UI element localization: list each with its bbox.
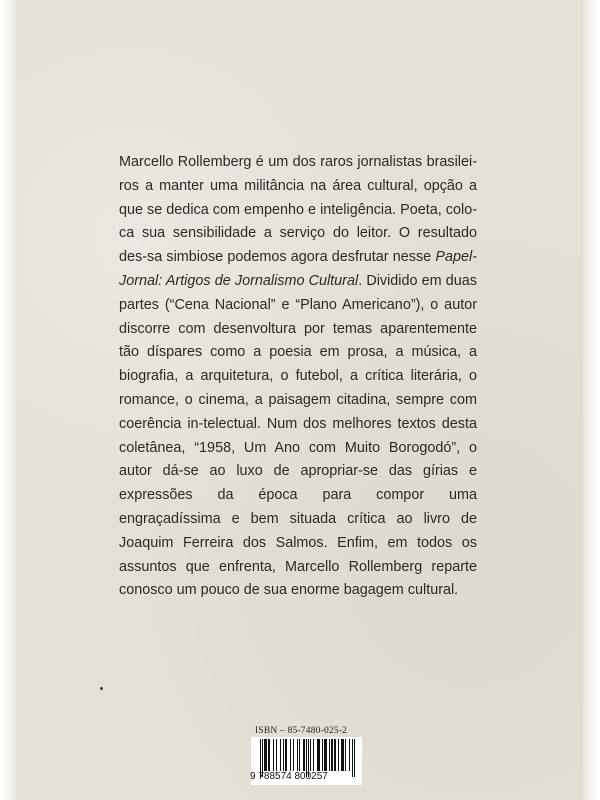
ink-speck (100, 687, 103, 690)
page-edge-left (0, 0, 18, 800)
barcode-bar (286, 739, 287, 771)
barcode-bar (273, 739, 274, 771)
barcode-digits: 9 788574 800257 (250, 771, 328, 782)
barcode-bar (342, 739, 343, 771)
barcode-bar (325, 739, 326, 771)
barcode-bar (329, 739, 330, 771)
barcode-bar (331, 739, 332, 771)
barcode-bar (345, 739, 346, 771)
barcode-bar (269, 739, 270, 771)
barcode-bar (285, 739, 286, 771)
barcode-bar (265, 739, 266, 771)
back-cover-blurb (119, 151, 477, 603)
barcode-bar (349, 739, 350, 771)
barcode-bar (317, 739, 318, 771)
page-edge-right (582, 0, 600, 800)
barcode-bar (335, 739, 336, 771)
barcode-bar (283, 739, 284, 771)
barcode-bar (303, 739, 304, 771)
barcode-bar (334, 739, 335, 771)
barcode-bar (264, 739, 265, 771)
barcode-bar (280, 739, 281, 771)
blurb-text-part1: Marcello Rollemberg é um dos raros jornalistas brasilei-ros a manter uma militância na área cultural, opção a que se dedica com empenho e inteligência. Poeta, colo-ca sua sensibilidade a serviço do leitor. O resultado des-sa simbiose podemos agora desfrutar nesse (119, 154, 477, 266)
barcode-bar (341, 739, 342, 771)
barcode-bar (299, 739, 300, 771)
isbn-label: ISBN – 85-7480-025-2 (255, 726, 348, 736)
blurb-text-part2: . Dividido em duas partes (“Cena Nacional” e “Plano Americano”), o autor discorre com desenvoltura por temas aparentemente tão díspares como a poesia em prosa, a música, a biografia, a arquitetura, o futebol, a crítica literária, o romance, o cinema, a paisagem citadina, sempre com coerência in-telectual. Num dos melhores textos desta coletânea, “1958, Um Ano com Muito Borogodó”, o autor dá-se ao luxo de apropriar-se das gírias e expressões da época para compor uma engraçadíssima e bem situada crítica ao livro de Joaquim Ferreira dos Salmos. Enfim, em todos os assuntos que enfrenta, Marcello Rollemberg reparte conosco um pouco de sua enorme bagagem cultural. (119, 272, 477, 599)
barcode-bar (322, 739, 323, 771)
barcode-bar (319, 739, 320, 771)
book-title: Papel-Jornal: Artigos de Jornalismo Cultural (119, 249, 477, 289)
barcode-bar (293, 739, 294, 771)
barcode-bar (326, 739, 327, 771)
barcode-bar (297, 739, 298, 771)
barcode-bar (290, 739, 291, 771)
barcode-bar (304, 739, 305, 771)
barcode-bar (276, 739, 277, 771)
barcode-bar (313, 739, 314, 771)
barcode-bar (268, 739, 269, 771)
barcode-bar (343, 739, 344, 771)
barcode-bar (310, 739, 311, 771)
barcode-bar (338, 739, 339, 771)
barcode-bar (332, 739, 333, 771)
barcode-bar (324, 739, 325, 771)
barcode-bar (266, 739, 267, 771)
barcode-bar (318, 739, 319, 771)
